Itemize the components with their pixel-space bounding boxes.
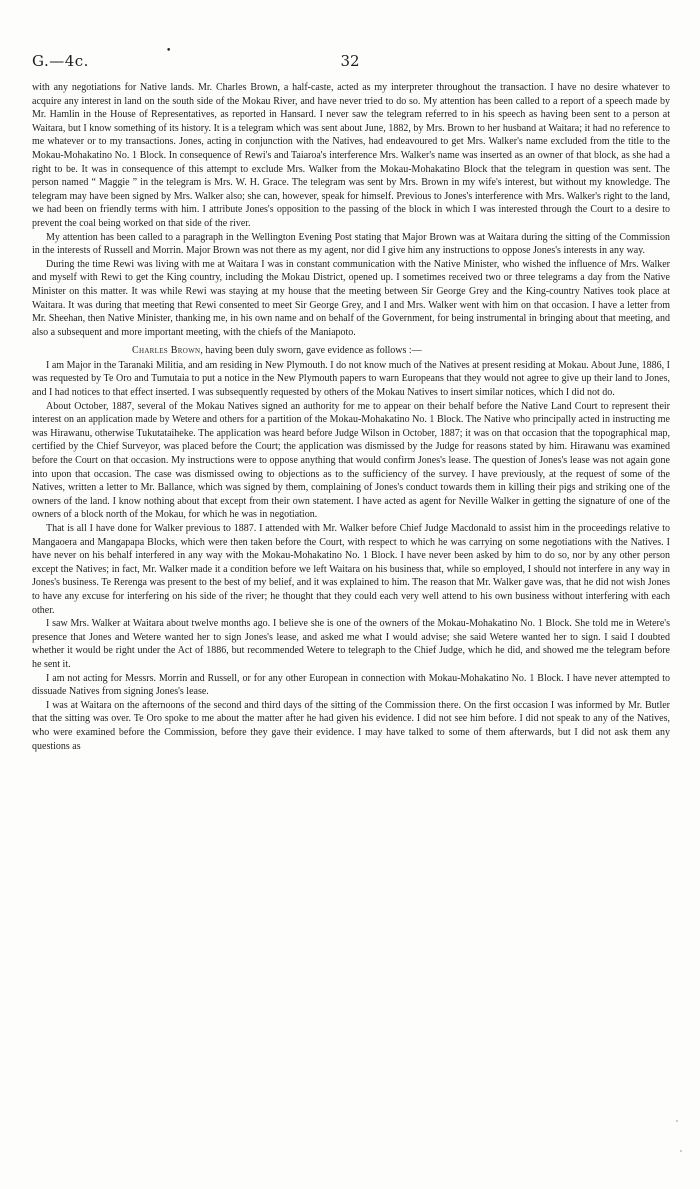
scan-speck: [680, 1150, 682, 1152]
witness-heading-rest: , having been duly sworn, gave evidence as follows :—: [200, 345, 422, 357]
witness-heading: [32, 344, 670, 358]
paragraph: I am not acting for Messrs. Morrin and Russell, or for any other European in connection with Mokau-Mohakatino No. 1 Block. I have never attempted to dissuade Natives from signing Jones's lease.: [32, 672, 670, 698]
paragraph: During the time Rewi was living with me at Waitara I was in constant communication with the Native Minister, who wished the influence of Mrs. Walker and myself with Rewi to get the King country, including the Mokau District, opened up. I sometimes received two or three telegrams a day from the Native Minister on this matter. It was while Rewi was staying at my house that the meeting between Sir George Grey and the King-country Natives took place at Waitara. It was during that meeting that Rewi consented to meet Sir George Grey, and I and Mrs. Walker went with him on that occasion. I have a letter from Mr. Sheehan, then Native Minister, thanking me, in his own name and on behalf of the Government, for being instrumental in bringing about that meeting, and also a subsequent and more important meeting, with the chiefs of the Maniapoto.: [32, 258, 670, 338]
paragraph: That is all I have done for Walker previous to 1887. I attended with Mr. Walker before Chief Judge Macdonald to assist him in the proceedings relative to Mangaoera and Mangapapa Blocks, which were then taken before the Court, with respect to which he was carrying on some negotiations with the Natives. I have never on his behalf interfered in any way with the Mokau-Mohakatino No. 1 Block. I have never been asked by him to do so, nor by any other person except the Natives; in fact, Mr. Walker made it a condition before we left Waitara on his business that, while so employed, I should not interfere in any way in Jones's business. Te Rerenga was present to the best of my belief, and it was explained to him. The reason that Mr. Walker gave was, that he did not wish Jones to have any excuse for interfering on his side of the river; he thought that they could each very well attend to his own business without interfering with each other.: [32, 523, 670, 616]
paragraph: About October, 1887, several of the Mokau Natives signed an authority for me to appear on their behalf before the Native Land Court to represent their interest on an application made by Wetere and others for a partition of the Mokau-Mohakatino No. 1 Block. The Native who principally acted in instructing me was Hirawanu, otherwise Tukutataiheke. The application was heard before Judge Wilson in October, 1887; it was on that occasion that the topographical map, certified by the Chief Surveyor, was placed before the Court; the application was dismissed by the Judge for reasons stated by him. Hirawanu was examined before the Court on that occasion. My instructions were to oppose anything that would confirm Jones's lease. The question of Jones's lease was not again gone into upon that occasion. The case was dismissed owing to objections as to the sufficiency of the survey. I have previously, at the request of some of the Natives, written a letter to Mr. Ballance, which was signed by them, complaining of Jones's conduct towards them in killing their pigs and striking one of the owners of the land. I know nothing about that except from their own statement. I have acted as agent for Neville Walker in getting the signature of one of the owners of a block north of the Mokau, for which he was in negotiation.: [32, 400, 670, 521]
paragraph: I am Major in the Taranaki Militia, and am residing in New Plymouth. I do not know much of the Natives at present residing at Mokau. About June, 1886, I was requested by Te Oro and Tumutaia to put a notice in the New Plymouth papers to warn Europeans that they would not agree to give up their land to Jones, and I had notices to that effect inserted. I was subsequently requested by others of the Mokau Natives to insert similar notices, which I did not do.: [32, 359, 670, 399]
paragraph: I was at Waitara on the afternoons of the second and third days of the sitting of the Commission there. On the first occasion I was informed by Mr. Butler that the sitting was over. Te Oro spoke to me about the matter after he had given his evidence. I did not see him before. I did not speak to any of the Natives, who were examined before the Commission, before they gave their evidence. I may have talked to some of them afterwards, but I did not ask them any questions as: [32, 699, 670, 752]
witness-name: Charles Brown: [132, 345, 201, 357]
scan-speck: [676, 1120, 678, 1122]
page-header: [32, 46, 668, 72]
paragraph: with any negotiations for Native lands. Mr. Charles Brown, a half-caste, acted as my interpreter throughout the transaction. I have no desire whatever to acquire any interest in land on the south side of the Mokau River, and have never tried to do so. My attention has been called to a report of a speech made by Mr. Hamlin in the House of Representatives, as reported in Hansard. I never saw the telegram referred to in his speech as having been sent to a person at Waitara, but I know something of its history. It is a telegram which was sent about June, 1882, by Mrs. Brown to her husband at Waitara; it had no reference to me whatever or to my transactions. Jones, acting in conjunction with the Natives, had endeavoured to get Mrs. Walker's name excluded from the title to the Mokau-Mohakatino No. 1 Block. In consequence of Rewi's and Taiaroa's interference Mrs. Walker's name was inserted as an owner of that block, as she had a right to be. It was in consequence of this attempt to exclude Mrs. Walker from the Mokau-Mohakatino Block that the telegram in question was sent. The person named “ Maggie ” in the telegram is Mrs. W. H. Grace. The telegram was sent by Mrs. Brown in my wife's interest, but without my knowledge. The telegram may have been signed by Mrs. Walker also; she can, however, speak for himself. Previous to Jones's interference with Mrs. Walker's right to the land, we had been on friendly terms with him. I attribute Jones's opposition to the passing of the block in which I was interested through the Court to a desire to prevent the coal being worked on that side of the river.: [32, 82, 670, 229]
header-mark: •: [166, 46, 172, 56]
paragraph: I saw Mrs. Walker at Waitara about twelve months ago. I believe she is one of the owners of the Mokau-Mohakatino No. 1 Block. She told me in Wetere's presence that Jones and Wetere wanted her to sign Jones's lease, and asked me what I would advise; she said Wetere wanted her to sign. I said I doubted whether it would be right under the Act of 1886, but recommended Wetere to telegraph to the Chief Judge, which he did, and showed me the telegram before he sent it.: [32, 618, 670, 670]
body-text: [32, 81, 670, 753]
paragraph: My attention has been called to a paragraph in the Wellington Evening Post stating that Major Brown was at Waitara during the sitting of the Commission in the interests of Russell and Morrin. Major Brown was not there as my agent, nor did I give him any instructions to oppose Jones's interests in any way.: [32, 231, 670, 257]
document-reference: G.—4c.: [32, 52, 89, 70]
page-number: 32: [340, 52, 360, 70]
